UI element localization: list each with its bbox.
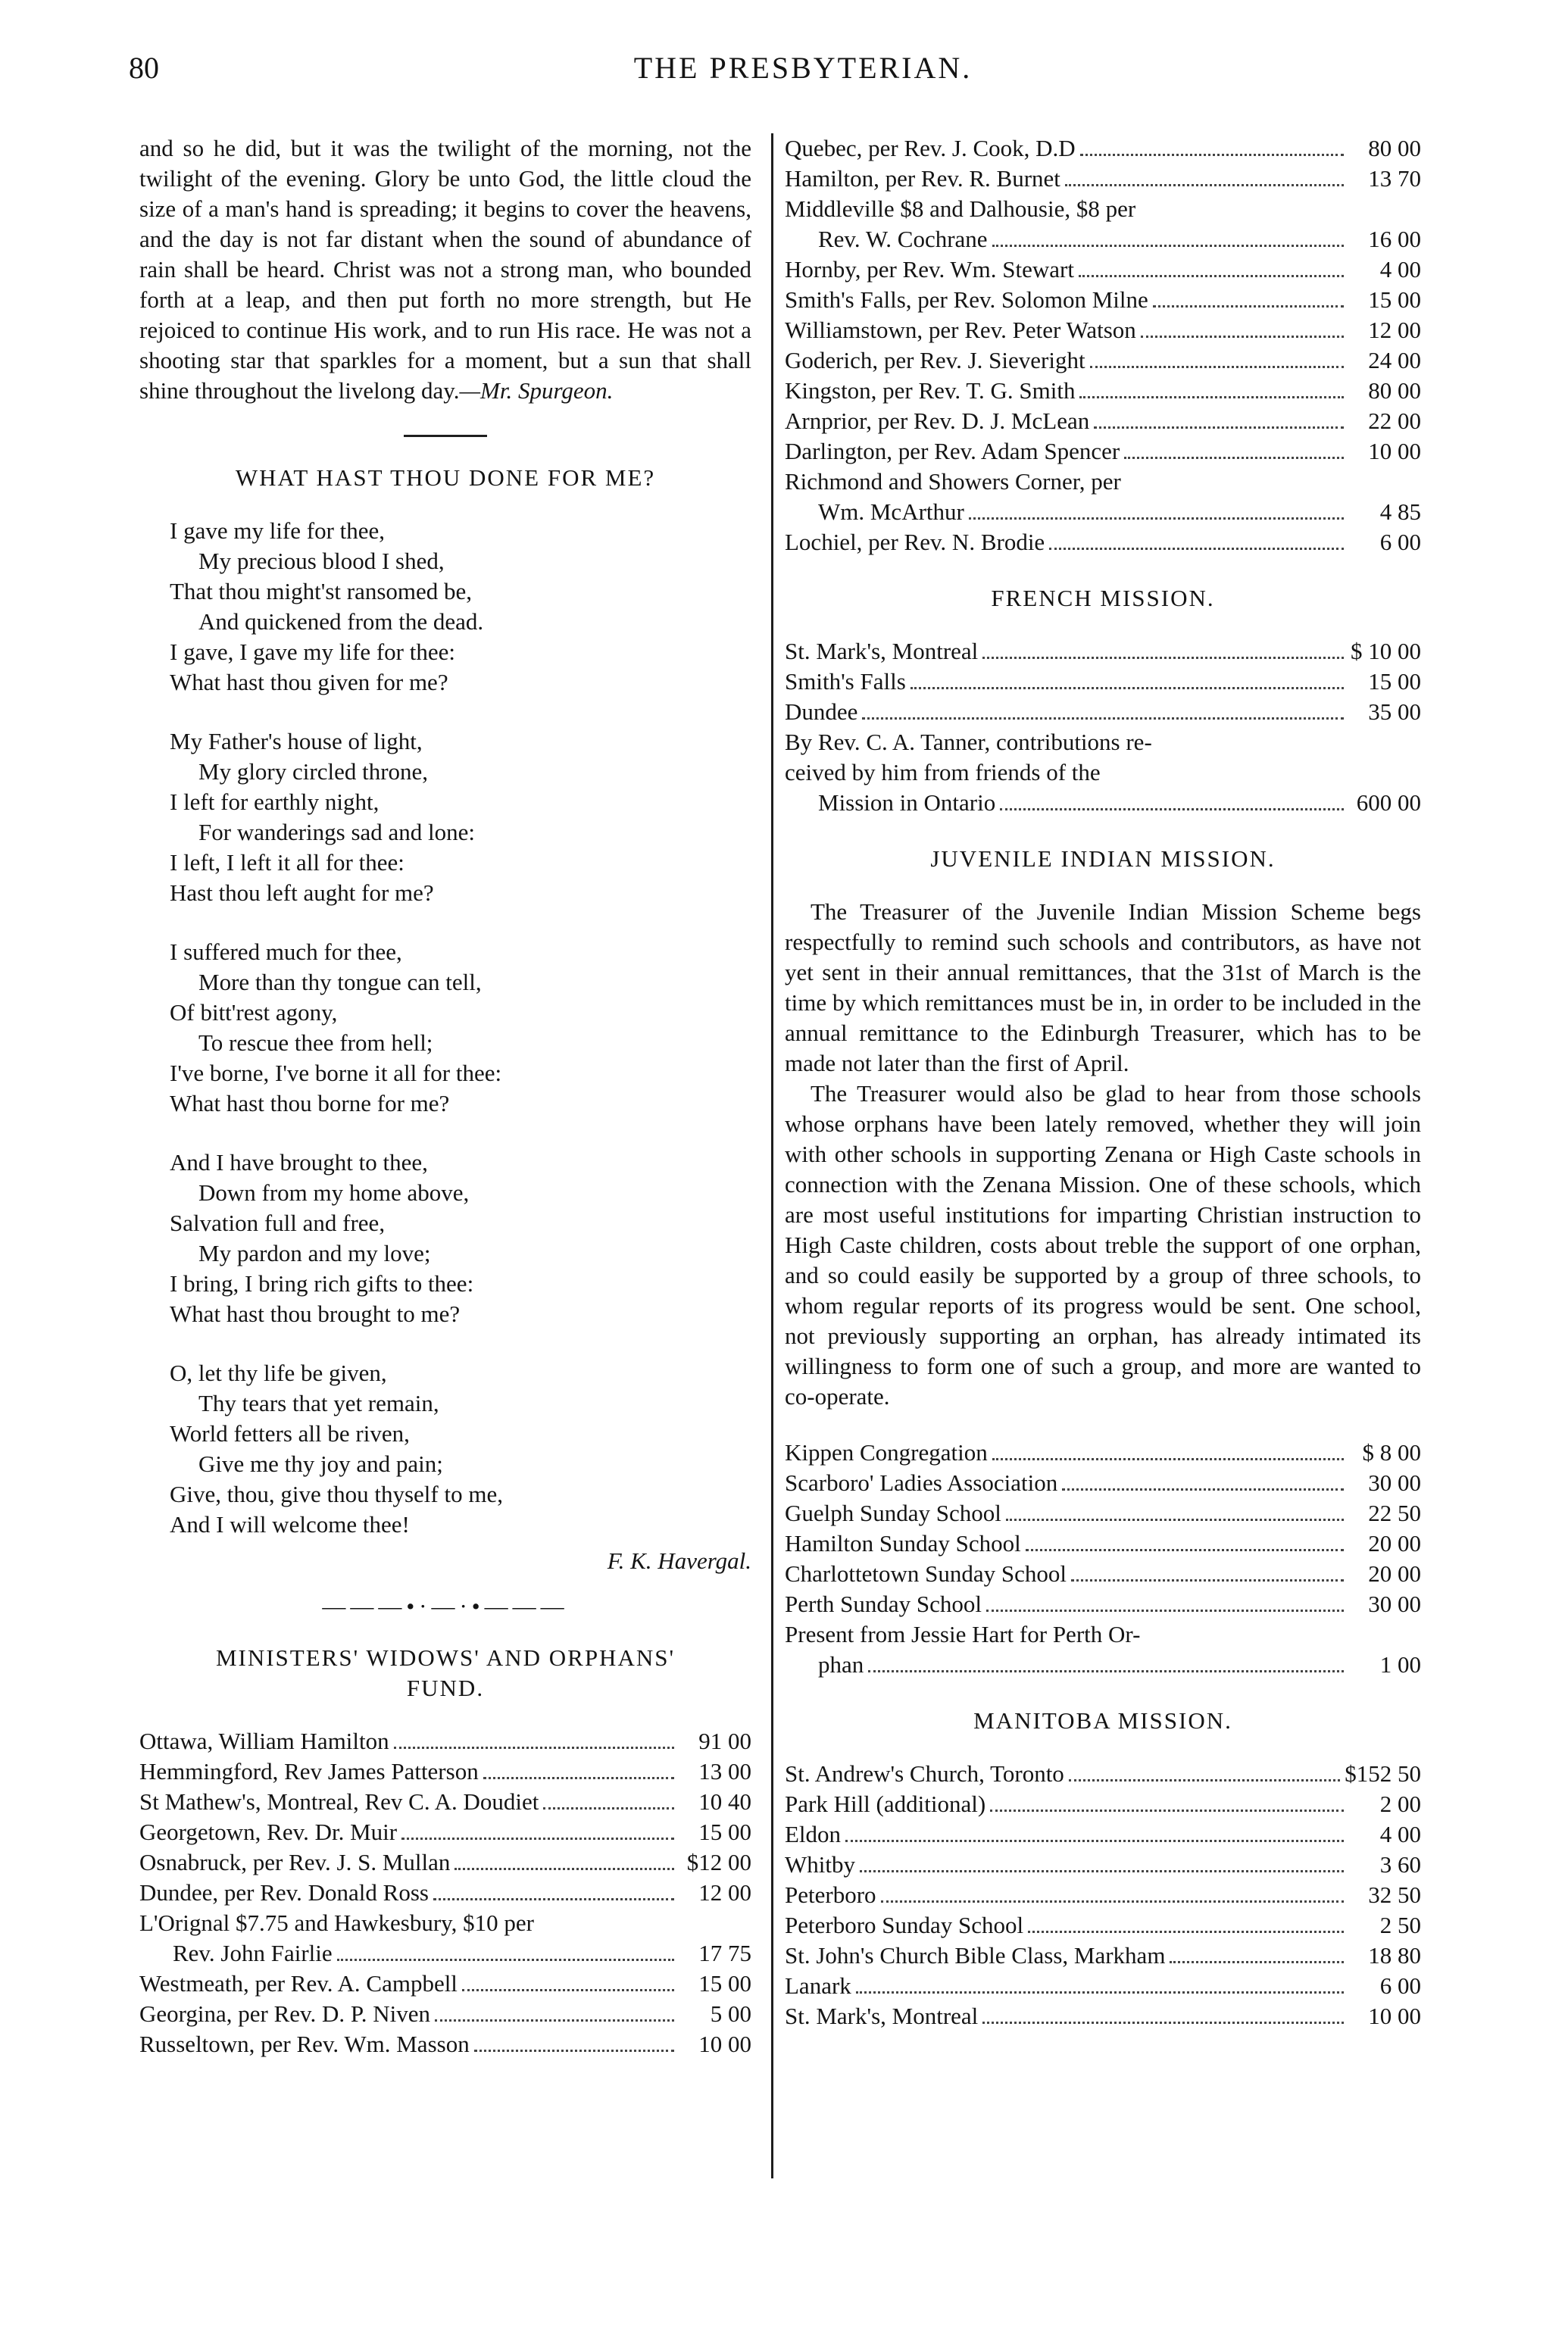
list-item <box>785 254 1421 285</box>
list-item <box>139 1878 751 1908</box>
entry-name: Scarboro' Ladies Association <box>785 1469 1058 1496</box>
entry-name: Smith's Falls, per Rev. Solomon Milne <box>785 286 1148 313</box>
masthead-title: THE PRESBYTERIAN. <box>633 51 973 85</box>
list-item <box>785 224 1421 254</box>
list-item <box>785 527 1421 557</box>
entry-name: Arnprior, per Rev. D. J. McLean <box>785 408 1090 434</box>
list-item <box>139 1756 751 1787</box>
page-number: 80 <box>129 51 159 85</box>
entry-name: Osnabruck, per Rev. J. S. Mullan <box>139 1849 451 1875</box>
entry-amount: 6 00 <box>1379 1972 1421 1999</box>
dot-leader <box>862 717 1344 720</box>
list-item <box>785 376 1421 406</box>
dot-leader <box>433 1898 674 1900</box>
poem-line: Down from my home above, <box>198 1179 470 1206</box>
entry-name: Park Hill (additional) <box>785 1791 986 1817</box>
entry-amount: 13 70 <box>1368 165 1421 192</box>
entry-name: Whitby <box>785 1851 855 1878</box>
ornamental-divider: ———•·—·•——— <box>322 1593 569 1619</box>
poem-line: That thou might'st ransomed be, <box>170 578 473 604</box>
dot-leader <box>462 1989 674 1991</box>
juvenile-paragraph-2: The Treasurer would also be glad to hear from those schools whose orphans have been lately removed, whether they will join with other schools in supporting Zenana or High Caste schools in connection with the Zenana Mission. One of these schools, which are most useful institutions for imparting Christian instruction to High Caste children, costs about treble the support of one orphan, and so could easily be supported by a group of three schools, to whom regular reports of its progress would be sent. One school, not previously supporting an orphan, has already intimated its willingness to form one of such a group, and more are wanted to co-operate. <box>785 1080 1421 1410</box>
widows-fund-heading-line1: MINISTERS' WIDOWS' AND ORPHANS' <box>215 1644 676 1671</box>
widows-fund-list <box>139 1726 751 2059</box>
entry-amount: 15 00 <box>698 1819 751 1845</box>
dot-leader <box>911 687 1344 689</box>
poem-line: I bring, I bring rich gifts to thee: <box>170 1270 474 1297</box>
poem-line: World fetters all be riven, <box>170 1420 410 1447</box>
entry-wrap-line: Present from Jessie Hart for Perth Or- <box>785 1621 1141 1647</box>
dot-leader <box>454 1868 674 1870</box>
entry-name: Eldon <box>785 1821 842 1847</box>
dot-leader <box>1065 184 1344 186</box>
list-item <box>785 1650 1421 1680</box>
dot-leader <box>992 1458 1344 1460</box>
entry-amount: 10 00 <box>1368 2003 1421 2029</box>
entry-name: Smith's Falls <box>785 668 906 695</box>
list-item <box>785 1498 1421 1529</box>
dot-leader <box>474 2050 674 2052</box>
entry-amount: 4 00 <box>1379 1821 1421 1847</box>
entry-amount: 32 50 <box>1368 1881 1421 1908</box>
entry-wrap-line: ceived by him from friends of the <box>785 759 1101 785</box>
entry-name: Peterboro Sunday School <box>785 1912 1024 1938</box>
entry-name: Russeltown, per Rev. Wm. Masson <box>139 2031 470 2057</box>
entry-name: Wm. McArthur <box>818 498 964 525</box>
list-item <box>785 1759 1421 1789</box>
dot-leader <box>969 517 1344 520</box>
manitoba-mission-heading: MANITOBA MISSION. <box>973 1707 1232 1734</box>
poem-line: Of bitt'rest agony, <box>170 999 338 1026</box>
dot-leader <box>1090 366 1344 368</box>
manitoba-mission-list <box>785 1759 1421 2031</box>
dot-leader <box>845 1840 1344 1842</box>
list-item <box>785 315 1421 345</box>
entry-amount: 30 00 <box>1368 1591 1421 1617</box>
entry-wrap-line: Richmond and Showers Corner, per <box>785 468 1121 495</box>
poem-line: My pardon and my love; <box>198 1240 431 1266</box>
left-column <box>139 133 751 2085</box>
entry-amount: 17 75 <box>698 1940 751 1966</box>
entry-amount: 10 40 <box>698 1788 751 1815</box>
entry-amount: $152 50 <box>1345 1760 1421 1787</box>
poem-line: I suffered much for thee, <box>170 938 402 965</box>
entry-amount: 20 00 <box>1368 1560 1421 1587</box>
dot-leader <box>394 1747 674 1749</box>
entry-name: Hamilton, per Rev. R. Burnet <box>785 165 1060 192</box>
list-item <box>139 1938 751 1969</box>
entry-wrap-line: L'Orignal $7.75 and Hawkesbury, $10 per <box>139 1910 534 1936</box>
entry-wrap-line: By Rev. C. A. Tanner, contributions re- <box>785 729 1152 755</box>
entry-amount: 16 00 <box>1368 226 1421 252</box>
entry-name: Georgetown, Rev. Dr. Muir <box>139 1819 398 1845</box>
entry-amount: 15 00 <box>1368 668 1421 695</box>
entry-name: St. John's Church Bible Class, Markham <box>785 1942 1166 1969</box>
dot-leader <box>1006 1519 1344 1521</box>
dot-leader <box>435 2019 674 2022</box>
entry-name: Westmeath, per Rev. A. Campbell <box>139 1970 458 1997</box>
dot-leader <box>483 1777 674 1779</box>
poem-line: My precious blood I shed, <box>198 548 445 574</box>
dot-leader <box>982 2022 1344 2024</box>
entry-amount: 80 00 <box>1368 377 1421 404</box>
list-item <box>785 636 1421 667</box>
poem-line: Hast thou left aught for me? <box>170 879 434 906</box>
widows-fund-heading-line2: FUND. <box>406 1675 485 1701</box>
column-divider <box>771 133 773 2178</box>
poem-line: For wanderings sad and lone: <box>198 819 476 845</box>
entry-amount: 5 00 <box>710 2000 751 2027</box>
entry-amount: 2 50 <box>1379 1912 1421 1938</box>
poem-line: I left, I left it all for thee: <box>170 849 404 876</box>
entry-name: Williamstown, per Rev. Peter Watson <box>785 317 1136 343</box>
dot-leader <box>1170 1961 1344 1963</box>
french-mission-list <box>785 636 1421 818</box>
entry-amount: 10 00 <box>1368 438 1421 464</box>
entry-amount: 91 00 <box>698 1728 751 1754</box>
list-item <box>785 1910 1421 1941</box>
list-item <box>139 1817 751 1847</box>
entry-name: Rev. John Fairlie <box>173 1940 333 1966</box>
entry-amount: 12 00 <box>1368 317 1421 343</box>
french-mission-heading: FRENCH MISSION. <box>991 585 1215 611</box>
dot-leader <box>1141 336 1344 338</box>
poem-line: What hast thou brought to me? <box>170 1301 461 1327</box>
list-item <box>785 133 1421 164</box>
entry-name: Kingston, per Rev. T. G. Smith <box>785 377 1076 404</box>
poem-title: WHAT HAST THOU DONE FOR ME? <box>235 464 656 491</box>
entry-name: Peterboro <box>785 1881 876 1908</box>
juvenile-mission-list <box>785 1438 1421 1680</box>
poem-stanza <box>170 1358 751 1540</box>
entry-amount: 18 80 <box>1368 1942 1421 1969</box>
dot-leader <box>1071 1579 1344 1582</box>
entry-name: phan <box>818 1651 864 1678</box>
entry-amount: 22 00 <box>1368 408 1421 434</box>
entry-name: Perth Sunday School <box>785 1591 982 1617</box>
entry-amount: 20 00 <box>1368 1530 1421 1557</box>
entry-amount: 3 60 <box>1379 1851 1421 1878</box>
entry-wrap-line: Middleville $8 and Dalhousie, $8 per <box>785 195 1136 222</box>
poem-line: What hast thou given for me? <box>170 669 448 695</box>
dot-leader <box>881 1900 1344 1903</box>
entry-name: Hamilton Sunday School <box>785 1530 1021 1557</box>
entry-amount: 6 00 <box>1379 529 1421 555</box>
entry-name: Rev. W. Cochrane <box>818 226 988 252</box>
dot-leader <box>1079 396 1344 398</box>
dot-leader <box>1124 457 1344 459</box>
entry-amount: 15 00 <box>1368 286 1421 313</box>
dot-leader <box>1153 305 1344 308</box>
entry-name: Lanark <box>785 1972 851 1999</box>
entry-name: Goderich, per Rev. J. Sieveright <box>785 347 1085 373</box>
contributions-list <box>785 133 1421 557</box>
excerpt-signature: —Mr. Spurgeon. <box>459 377 614 404</box>
poem-line: Give, thou, give thou thyself to me, <box>170 1481 503 1507</box>
list-item <box>139 1969 751 1999</box>
dot-leader <box>1079 275 1344 277</box>
list-item <box>785 1850 1421 1880</box>
poem-line: Give me thy joy and pain; <box>198 1450 443 1477</box>
entry-name: Dundee <box>785 698 858 725</box>
poem-stanza <box>170 726 751 908</box>
entry-amount: 600 00 <box>1356 789 1421 816</box>
dot-leader <box>982 657 1344 659</box>
poem-stanza <box>170 1148 751 1329</box>
right-column <box>785 133 1421 2057</box>
entry-name: St. Mark's, Montreal <box>785 638 979 664</box>
juvenile-mission-heading: JUVENILE INDIAN MISSION. <box>930 845 1276 872</box>
entry-amount: 35 00 <box>1368 698 1421 725</box>
dot-leader <box>543 1807 674 1810</box>
entry-name: St Mathew's, Montreal, Rev C. A. Doudiet <box>139 1788 539 1815</box>
dot-leader <box>990 1810 1344 1812</box>
poem-line: Salvation full and free, <box>170 1210 386 1236</box>
list-item <box>785 497 1421 527</box>
entry-amount: 13 00 <box>698 1758 751 1785</box>
dot-leader <box>868 1670 1344 1672</box>
entry-name: St. Andrew's Church, Toronto <box>785 1760 1064 1787</box>
entry-amount: $12 00 <box>686 1849 751 1875</box>
spurgeon-excerpt <box>139 133 751 406</box>
entry-name: Dundee, per Rev. Donald Ross <box>139 1879 429 1906</box>
entry-amount: 4 85 <box>1379 498 1421 525</box>
list-item <box>785 697 1421 727</box>
list-item <box>785 345 1421 376</box>
list-item <box>785 285 1421 315</box>
list-item <box>785 1589 1421 1619</box>
entry-amount: $ 8 00 <box>1362 1439 1421 1466</box>
poem-stanza <box>170 937 751 1119</box>
list-item <box>785 667 1421 697</box>
dot-leader <box>856 1991 1344 1994</box>
dot-leader <box>1080 154 1344 156</box>
entry-name: Mission in Ontario <box>818 789 996 816</box>
list-item <box>785 406 1421 436</box>
list-item <box>139 1999 751 2029</box>
entry-amount: 10 00 <box>698 2031 751 2057</box>
poem-line: My Father's house of light, <box>170 728 423 754</box>
entry-name: Quebec, per Rev. J. Cook, D.D <box>785 135 1076 161</box>
juvenile-paragraph-1: The Treasurer of the Juvenile Indian Mission Scheme begs respectfully to remind such schools and contributors, as have not yet sent in their annual remittances, that the 31st of March is the time by which remittances must be in, in order to be included in the annual remittance to the Edinburgh Treasurer, which has to be made not later than the first of April. <box>785 898 1421 1076</box>
dot-leader <box>1049 548 1344 550</box>
dot-leader <box>1000 808 1344 810</box>
list-item <box>785 1468 1421 1498</box>
entry-amount: 22 50 <box>1368 1500 1421 1526</box>
entry-name: Kippen Congregation <box>785 1439 988 1466</box>
dot-leader <box>1094 426 1344 429</box>
entry-name: Ottawa, William Hamilton <box>139 1728 389 1754</box>
entry-name: St. Mark's, Montreal <box>785 2003 979 2029</box>
list-item <box>785 1529 1421 1559</box>
poem-line: I left for earthly night, <box>170 788 380 815</box>
dot-leader <box>1062 1488 1344 1491</box>
poem-line: I gave, I gave my life for thee: <box>170 639 455 665</box>
list-item <box>785 1971 1421 2001</box>
poem-line: What hast thou borne for me? <box>170 1090 450 1116</box>
poem-body <box>139 516 751 1540</box>
list-item <box>785 1789 1421 1819</box>
list-item <box>785 788 1421 818</box>
dot-leader <box>1069 1779 1340 1781</box>
entry-amount: 1 00 <box>1379 1651 1421 1678</box>
poem-line: I gave my life for thee, <box>170 517 386 544</box>
entry-amount: 2 00 <box>1379 1791 1421 1817</box>
list-item <box>785 1819 1421 1850</box>
entry-amount: 4 00 <box>1379 256 1421 283</box>
dot-leader <box>337 1959 674 1961</box>
poem-stanza <box>170 516 751 698</box>
list-item <box>785 1559 1421 1589</box>
dot-leader <box>1026 1549 1344 1551</box>
list-item <box>139 1787 751 1817</box>
poem-line: To rescue thee from hell; <box>198 1029 433 1056</box>
poem-line: And I have brought to thee, <box>170 1149 428 1176</box>
list-item <box>139 2029 751 2059</box>
entry-name: Guelph Sunday School <box>785 1500 1001 1526</box>
entry-amount: $ 10 00 <box>1351 638 1421 664</box>
widows-fund-heading <box>139 1643 751 1703</box>
entry-name: Lochiel, per Rev. N. Brodie <box>785 529 1045 555</box>
poem-line: I've borne, I've borne it all for thee: <box>170 1060 502 1086</box>
list-item <box>785 436 1421 467</box>
entry-name: Hemmingford, Rev James Patterson <box>139 1758 479 1785</box>
dot-leader <box>860 1870 1344 1872</box>
entry-name: Hornby, per Rev. Wm. Stewart <box>785 256 1074 283</box>
dot-leader <box>1028 1931 1344 1933</box>
list-item <box>785 1880 1421 1910</box>
list-item <box>785 1941 1421 1971</box>
dot-leader <box>986 1610 1344 1612</box>
entry-amount: 12 00 <box>698 1879 751 1906</box>
entry-amount: 30 00 <box>1368 1469 1421 1496</box>
poem-line: My glory circled throne, <box>198 758 429 785</box>
poem-line: O, let thy life be given, <box>170 1360 387 1386</box>
poem-author: F. K. Havergal. <box>607 1547 751 1574</box>
section-rule <box>404 435 487 437</box>
poem-line: And I will welcome thee! <box>170 1511 410 1538</box>
poem-line: More than thy tongue can tell, <box>198 969 482 995</box>
entry-amount: 24 00 <box>1368 347 1421 373</box>
poem-line: And quickened from the dead. <box>198 608 484 635</box>
list-item <box>785 164 1421 194</box>
entry-name: Georgina, per Rev. D. P. Niven <box>139 2000 430 2027</box>
entry-amount: 80 00 <box>1368 135 1421 161</box>
entry-amount: 15 00 <box>698 1970 751 1997</box>
list-item <box>785 1438 1421 1468</box>
entry-name: Darlington, per Rev. Adam Spencer <box>785 438 1120 464</box>
list-item <box>139 1847 751 1878</box>
list-item <box>785 2001 1421 2031</box>
poem-line: Thy tears that yet remain, <box>198 1390 439 1416</box>
list-item <box>139 1726 751 1756</box>
excerpt-text: and so he did, but it was the twilight of the morning, not the twilight of the evening. Glory be unto God, the little cloud the size of a man's hand is spreading; it begins to cover the heavens, and the day is not far distant when the sound of abundance of rain shall be heard. Christ was not a strong man, who bounded forth at a leap, and then put forth no more strength, but He rejoiced to continue His work, and to run His race. He was not a shooting star that sparkles for a moment, but a sun that shall shine throughout the livelong day. <box>139 135 751 404</box>
dot-leader <box>992 245 1344 247</box>
entry-name: Charlottetown Sunday School <box>785 1560 1067 1587</box>
dot-leader <box>401 1838 674 1840</box>
